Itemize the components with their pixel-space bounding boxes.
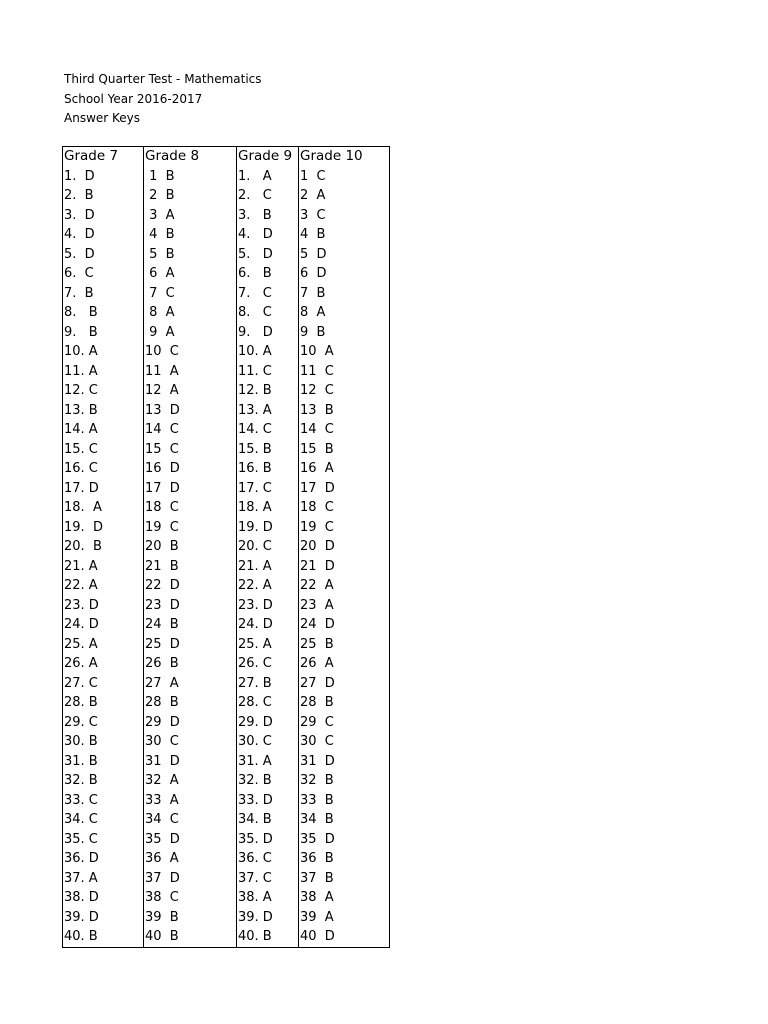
answer-cell-g8: 30 C [144,732,237,752]
table-row [63,323,390,343]
answer-cell-g10: 7 B [299,284,390,304]
answer-cell-g7: 10. A [63,342,144,362]
answer-cell-g7: 21. A [63,557,144,577]
answer-cell-g8: 18 C [144,498,237,518]
answer-cell-g9: 19. D [237,518,299,538]
answer-cell-g8: 36 A [144,849,237,869]
answer-cell-g8: 25 D [144,635,237,655]
answer-cell-g10: 1 C [299,167,390,187]
answer-cell-g9: 25. A [237,635,299,655]
answer-cell-g7: 17. D [63,479,144,499]
column-header-grade-8: Grade 8 [144,147,237,167]
answer-cell-g7: 33. C [63,791,144,811]
answer-cell-g8: 37 D [144,869,237,889]
answer-cell-g7: 35. C [63,830,144,850]
column-header-grade-7: Grade 7 [63,147,144,167]
column-header-grade-9: Grade 9 [237,147,299,167]
answer-cell-g9: 30. C [237,732,299,752]
table-row [63,908,390,928]
answer-cell-g7: 26. A [63,654,144,674]
answer-cell-g10: 12 C [299,381,390,401]
answer-cell-g10: 28 B [299,693,390,713]
answer-cell-g10: 19 C [299,518,390,538]
answer-cell-g9: 40. B [237,927,299,947]
answer-cell-g7: 12. C [63,381,144,401]
answer-cell-g8: 12 A [144,381,237,401]
answer-cell-g10: 39 A [299,908,390,928]
answer-cell-g9: 7. C [237,284,299,304]
table-row [63,186,390,206]
answer-cell-g9: 29. D [237,713,299,733]
answer-cell-g7: 30. B [63,732,144,752]
table-row [63,654,390,674]
table-row [63,888,390,908]
answer-key-table [62,146,390,948]
answer-cell-g10: 14 C [299,420,390,440]
answer-cell-g9: 36. C [237,849,299,869]
answer-cell-g8: 7 C [144,284,237,304]
table-row [63,225,390,245]
answer-cell-g10: 16 A [299,459,390,479]
answer-cell-g8: 14 C [144,420,237,440]
answer-cell-g7: 38. D [63,888,144,908]
answer-cell-g9: 15. B [237,440,299,460]
answer-cell-g8: 16 D [144,459,237,479]
table-row [63,342,390,362]
table-row [63,479,390,499]
answer-cell-g7: 2. B [63,186,144,206]
table-row [63,732,390,752]
answer-keys-label: Answer Keys [64,111,141,125]
answer-cell-g9: 33. D [237,791,299,811]
answer-cell-g10: 5 D [299,245,390,265]
answer-cell-g7: 18. A [63,498,144,518]
answer-cell-g9: 12. B [237,381,299,401]
answer-key-body [63,167,390,948]
answer-cell-g9: 35. D [237,830,299,850]
answer-cell-g8: 20 B [144,537,237,557]
answer-cell-g7: 27. C [63,674,144,694]
answer-cell-g9: 18. A [237,498,299,518]
table-row [63,518,390,538]
answer-cell-g10: 4 B [299,225,390,245]
answer-cell-g9: 14. C [237,420,299,440]
answer-cell-g8: 8 A [144,303,237,323]
answer-cell-g10: 37 B [299,869,390,889]
answer-cell-g7: 11. A [63,362,144,382]
table-row [63,459,390,479]
answer-cell-g9: 21. A [237,557,299,577]
answer-cell-g9: 8. C [237,303,299,323]
answer-cell-g9: 34. B [237,810,299,830]
answer-cell-g9: 26. C [237,654,299,674]
table-row [63,693,390,713]
answer-cell-g10: 40 D [299,927,390,947]
answer-cell-g8: 3 A [144,206,237,226]
answer-cell-g9: 4. D [237,225,299,245]
table-row [63,810,390,830]
answer-cell-g8: 31 D [144,752,237,772]
table-row [63,869,390,889]
answer-cell-g8: 5 B [144,245,237,265]
answer-cell-g9: 5. D [237,245,299,265]
table-row [63,498,390,518]
answer-cell-g9: 37. C [237,869,299,889]
table-row [63,674,390,694]
table-row [63,791,390,811]
answer-cell-g8: 32 A [144,771,237,791]
answer-cell-g9: 20. C [237,537,299,557]
answer-cell-g9: 16. B [237,459,299,479]
answer-cell-g9: 6. B [237,264,299,284]
answer-cell-g8: 39 B [144,908,237,928]
answer-cell-g8: 33 A [144,791,237,811]
answer-cell-g7: 34. C [63,810,144,830]
table-row [63,381,390,401]
table-row [63,752,390,772]
answer-cell-g8: 21 B [144,557,237,577]
answer-cell-g7: 23. D [63,596,144,616]
answer-cell-g7: 5. D [63,245,144,265]
answer-cell-g7: 25. A [63,635,144,655]
answer-cell-g7: 37. A [63,869,144,889]
answer-cell-g8: 2 B [144,186,237,206]
answer-cell-g10: 32 B [299,771,390,791]
answer-cell-g8: 22 D [144,576,237,596]
answer-cell-g8: 34 C [144,810,237,830]
answer-cell-g10: 20 D [299,537,390,557]
answer-cell-g7: 29. C [63,713,144,733]
answer-cell-g8: 29 D [144,713,237,733]
answer-cell-g10: 22 A [299,576,390,596]
answer-cell-g7: 3. D [63,206,144,226]
table-row [63,440,390,460]
answer-cell-g10: 31 D [299,752,390,772]
answer-cell-g10: 8 A [299,303,390,323]
answer-cell-g8: 1 B [144,167,237,187]
table-row [63,576,390,596]
answer-cell-g8: 24 B [144,615,237,635]
answer-cell-g8: 6 A [144,264,237,284]
answer-cell-g9: 27. B [237,674,299,694]
table-row [63,167,390,187]
column-header-grade-10: Grade 10 [299,147,390,167]
answer-cell-g10: 29 C [299,713,390,733]
answer-cell-g7: 14. A [63,420,144,440]
answer-cell-g7: 8. B [63,303,144,323]
answer-cell-g8: 9 A [144,323,237,343]
table-row [63,537,390,557]
answer-cell-g8: 23 D [144,596,237,616]
answer-cell-g10: 2 A [299,186,390,206]
table-row [63,206,390,226]
answer-cell-g7: 6. C [63,264,144,284]
school-year: School Year 2016-2017 [64,91,203,106]
table-row [63,596,390,616]
answer-cell-g7: 40. B [63,927,144,947]
answer-cell-g10: 6 D [299,264,390,284]
answer-cell-g9: 24. D [237,615,299,635]
table-row [63,284,390,304]
answer-cell-g10: 18 C [299,498,390,518]
table-row [63,557,390,577]
answer-cell-g8: 4 B [144,225,237,245]
answer-cell-g10: 34 B [299,810,390,830]
table-row [63,830,390,850]
answer-cell-g10: 27 D [299,674,390,694]
answer-cell-g10: 33 B [299,791,390,811]
answer-cell-g10: 10 A [299,342,390,362]
answer-cell-g8: 13 D [144,401,237,421]
answer-cell-g9: 1. A [237,167,299,187]
answer-cell-g10: 11 C [299,362,390,382]
answer-cell-g7: 13. B [63,401,144,421]
table-row [63,927,390,947]
answer-cell-g10: 13 B [299,401,390,421]
answer-cell-g9: 31. A [237,752,299,772]
answer-cell-g8: 40 B [144,927,237,947]
answer-cell-g7: 20. B [63,537,144,557]
table-row [63,771,390,791]
answer-cell-g7: 24. D [63,615,144,635]
table-row [63,401,390,421]
answer-cell-g7: 31. B [63,752,144,772]
table-header-row [63,147,390,167]
answer-cell-g7: 7. B [63,284,144,304]
test-title: Third Quarter Test - Mathematics [64,72,262,86]
answer-cell-g8: 17 D [144,479,237,499]
answer-cell-g10: 15 B [299,440,390,460]
answer-cell-g10: 23 A [299,596,390,616]
answer-cell-g9: 32. B [237,771,299,791]
table-row [63,420,390,440]
answer-cell-g9: 2. C [237,186,299,206]
answer-cell-g7: 19. D [63,518,144,538]
answer-cell-g9: 9. D [237,323,299,343]
answer-cell-g7: 16. C [63,459,144,479]
answer-cell-g8: 27 A [144,674,237,694]
answer-cell-g9: 13. A [237,401,299,421]
answer-cell-g9: 23. D [237,596,299,616]
answer-cell-g10: 9 B [299,323,390,343]
answer-cell-g7: 28. B [63,693,144,713]
answer-cell-g7: 36. D [63,849,144,869]
answer-cell-g10: 17 D [299,479,390,499]
answer-cell-g10: 30 C [299,732,390,752]
document-header [64,70,262,129]
answer-cell-g10: 26 A [299,654,390,674]
table-row [63,713,390,733]
answer-cell-g9: 3. B [237,206,299,226]
answer-cell-g7: 4. D [63,225,144,245]
answer-cell-g10: 35 D [299,830,390,850]
answer-cell-g9: 10. A [237,342,299,362]
answer-cell-g9: 17. C [237,479,299,499]
answer-cell-g7: 22. A [63,576,144,596]
table-row [63,615,390,635]
answer-cell-g9: 22. A [237,576,299,596]
answer-cell-g10: 21 D [299,557,390,577]
answer-cell-g10: 38 A [299,888,390,908]
answer-cell-g8: 28 B [144,693,237,713]
answer-cell-g9: 38. A [237,888,299,908]
table-row [63,303,390,323]
answer-cell-g10: 24 D [299,615,390,635]
answer-cell-g8: 26 B [144,654,237,674]
answer-cell-g7: 39. D [63,908,144,928]
answer-cell-g9: 11. C [237,362,299,382]
table-row [63,264,390,284]
answer-cell-g8: 35 D [144,830,237,850]
answer-cell-g7: 1. D [63,167,144,187]
table-row [63,635,390,655]
answer-cell-g8: 15 C [144,440,237,460]
answer-cell-g9: 28. C [237,693,299,713]
table-row [63,362,390,382]
table-row [63,849,390,869]
answer-cell-g10: 36 B [299,849,390,869]
answer-cell-g8: 11 A [144,362,237,382]
answer-cell-g7: 9. B [63,323,144,343]
answer-cell-g7: 32. B [63,771,144,791]
answer-cell-g8: 10 C [144,342,237,362]
answer-cell-g7: 15. C [63,440,144,460]
answer-cell-g10: 25 B [299,635,390,655]
answer-cell-g9: 39. D [237,908,299,928]
table-row [63,245,390,265]
answer-cell-g10: 3 C [299,206,390,226]
answer-cell-g8: 38 C [144,888,237,908]
answer-cell-g8: 19 C [144,518,237,538]
